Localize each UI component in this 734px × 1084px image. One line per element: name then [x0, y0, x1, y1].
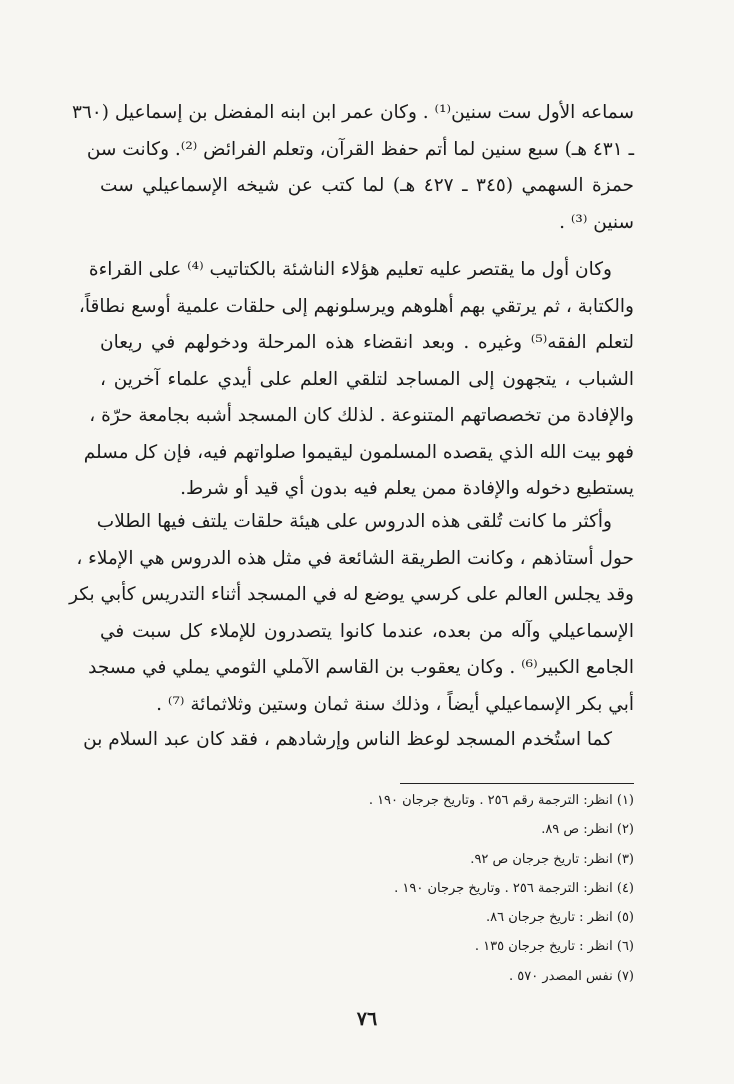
- paragraph-4: [83, 722, 634, 759]
- paragraph-3: [69, 504, 634, 723]
- text-line: فهو بيت الله الذي يقصده المسلمون ليقيموا صلواتهم فيه، فإن كل مسلم: [83, 441, 634, 463]
- footnote: (٥) انظر : تاريخ جرجان ٨٦.: [486, 910, 634, 926]
- text-line: أبي بكر الإسماعيلي أيضاً ، وذلك سنة ثمان وستين وثلاثمائة ⁽⁷⁾ .: [156, 693, 634, 715]
- text-line: وأكثر ما كانت تُلقى هذه الدروس على هيئة حلقات يلتف فيها الطلاب: [96, 511, 612, 532]
- text-line: حول أستاذهم ، وكانت الطريقة الشائعة في مثل هذه الدروس هي الإملاء ،: [76, 547, 634, 569]
- page-number: ٧٦: [356, 1008, 378, 1030]
- footnote: (٧) نفس المصدر ٥٧٠ .: [509, 968, 634, 984]
- footnote-separator: [400, 783, 634, 784]
- footnote: (٦) انظر : تاريخ جرجان ١٣٥ .: [474, 939, 634, 955]
- text-line: سماعه الأول ست سنين⁽¹⁾ . وكان عمر ابن ابنه المفضل بن إسماعيل (٣٦٠: [71, 102, 634, 123]
- footnote: (١) انظر: الترجمة رقم ٢٥٦ . وتاريخ جرجان ١٩٠ .: [368, 793, 634, 808]
- text-line: ـ ٤٣١ هـ) سبع سنين لما أتم حفظ القرآن، وتعلم الفرائض ⁽²⁾. وكانت سن: [86, 138, 634, 160]
- text-line: الشباب ، يتجهون إلى المساجد لتلقي العلم على أيدي علماء آخرين ،: [100, 368, 634, 390]
- paragraph-1: [71, 95, 634, 241]
- footnote: (٣) انظر: تاريخ جرجان ص ٩٢.: [470, 851, 634, 867]
- text-line: الجامع الكبير⁽⁶⁾ . وكان يعقوب بن القاسم الآملي الثومي يملي في مسجد: [88, 657, 634, 678]
- text-line: وقد يجلس العالم على كرسي يوضع له في المسجد أثناء التدريس كأبي بكر: [69, 584, 634, 605]
- paragraph-2: [78, 252, 635, 508]
- text-line: وكان أول ما يقتصر عليه تعليم هؤلاء الناشئة بالكتاتيب ⁽⁴⁾ على القراءة: [88, 259, 612, 280]
- text-line: لتعلم الفقه⁽⁵⁾ وغيره . وبعد انقضاء هذه المرحلة ودخولهم في ريعان: [100, 332, 635, 353]
- text-line: كما استُخدم المسجد لوعظ الناس وإرشادهم ، فقد كان عبد السلام بن: [83, 729, 612, 750]
- footnote: (٢) انظر: ص ٨٩.: [541, 822, 634, 838]
- text-line: والإفادة من تخصصاتهم المتنوعة . لذلك كان المسجد أشبه بجامعة حرّة ،: [89, 405, 634, 426]
- footnote: (٤) انظر: الترجمة ٢٥٦ . وتاريخ جرجان ١٩٠ .: [394, 880, 634, 896]
- text-line: الإسماعيلي وآله من بعده، عندما كانوا يتصدرون للإملاء كل سبت في: [100, 620, 634, 642]
- footnotes: [369, 786, 634, 991]
- text-line: والكتابة ، ثم يرتقي بهم أهلوهم ويرسلونهم إلى حلقات علمية أوسع نطاقاً،: [78, 295, 634, 317]
- text-line: حمزة السهمي (٣٤٥ ـ ٤٢٧ هـ) لما كتب عن شيخه الإسماعيلي ست: [100, 175, 634, 196]
- text-line: سنين ⁽³⁾ .: [559, 211, 634, 233]
- text-line: يستطيع دخوله والإفادة ممن يعلم فيه بدون أي قيد أو شرط.: [180, 478, 634, 499]
